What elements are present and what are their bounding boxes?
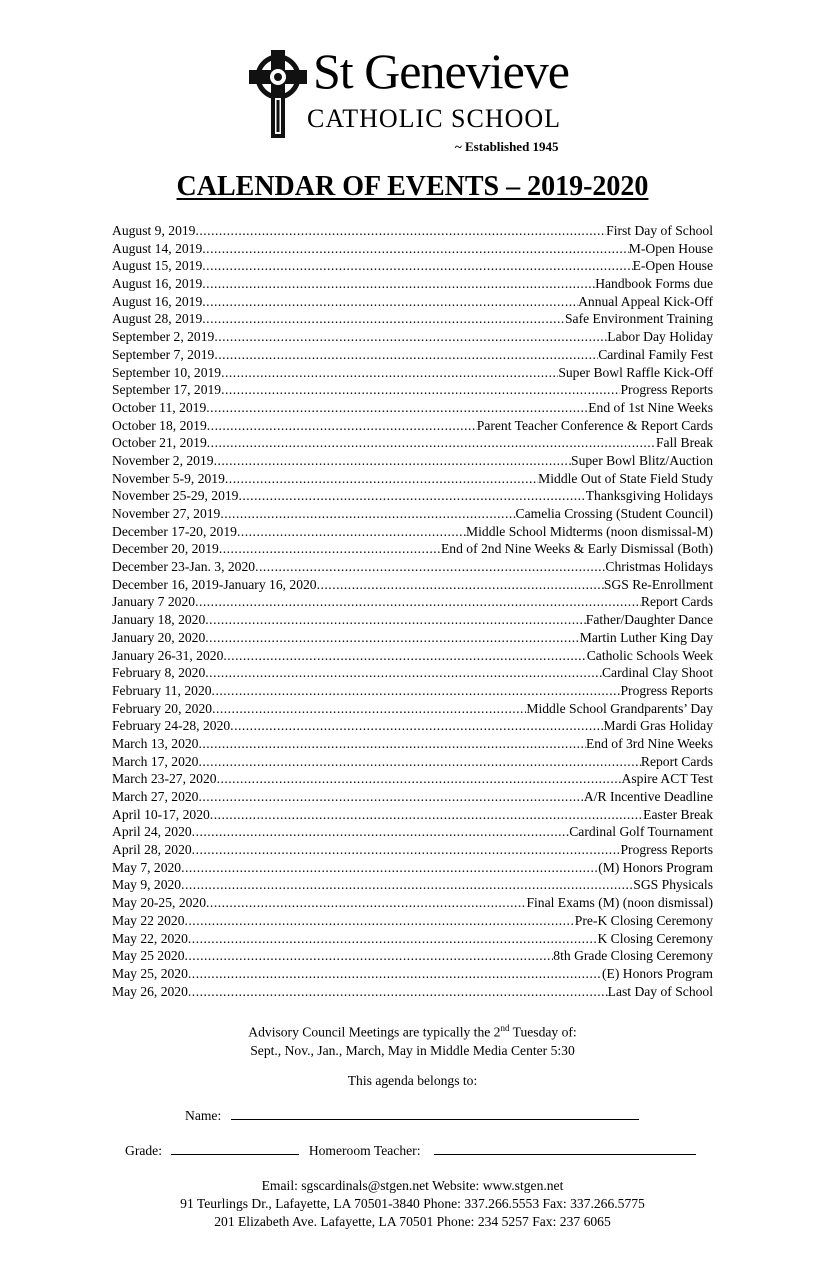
event-name: Cardinal Clay Shoot bbox=[601, 665, 713, 681]
event-row bbox=[112, 894, 713, 912]
event-date: March 23-27, 2020 bbox=[112, 771, 217, 787]
event-date: May 22 2020 bbox=[112, 912, 185, 928]
dot-leader bbox=[195, 593, 641, 611]
dot-leader bbox=[188, 930, 598, 948]
event-name: SGS Physicals bbox=[633, 877, 713, 893]
event-name: Parent Teacher Conference & Report Cards bbox=[476, 417, 713, 433]
event-date: September 10, 2019 bbox=[112, 364, 222, 380]
event-name: Annual Appeal Kick-Off bbox=[578, 293, 713, 309]
event-row bbox=[112, 275, 713, 293]
dot-leader bbox=[206, 894, 526, 912]
dot-leader bbox=[188, 983, 608, 1001]
dot-leader bbox=[181, 859, 598, 877]
name-field[interactable] bbox=[231, 1107, 639, 1120]
event-row bbox=[112, 912, 713, 930]
grade-field[interactable] bbox=[171, 1142, 299, 1155]
page-title: CALENDAR OF EVENTS – 2019-2020 bbox=[176, 171, 649, 202]
dot-leader bbox=[210, 806, 643, 824]
event-row bbox=[112, 788, 713, 806]
event-row bbox=[112, 770, 713, 788]
event-date: February 24-28, 2020 bbox=[112, 718, 231, 734]
event-row bbox=[112, 965, 713, 983]
event-date: May 22, 2020 bbox=[112, 930, 188, 946]
dot-leader bbox=[198, 753, 640, 771]
event-row bbox=[112, 381, 713, 399]
event-row bbox=[112, 452, 713, 470]
event-date: February 8, 2020 bbox=[112, 665, 206, 681]
dot-leader bbox=[219, 540, 441, 558]
event-row bbox=[112, 417, 713, 435]
event-name: Middle School Midterms (noon dismissal-M) bbox=[466, 523, 713, 539]
event-row bbox=[112, 540, 713, 558]
event-date: February 20, 2020 bbox=[112, 700, 213, 716]
event-row bbox=[112, 222, 713, 240]
advisory-note bbox=[0, 1019, 825, 1060]
event-date: May 26, 2020 bbox=[112, 983, 188, 999]
event-row bbox=[112, 983, 713, 1001]
event-row bbox=[112, 505, 713, 523]
event-date: April 28, 2020 bbox=[112, 842, 192, 858]
dot-leader bbox=[220, 505, 515, 523]
event-row bbox=[112, 346, 713, 364]
event-date: December 16, 2019-January 16, 2020 bbox=[112, 576, 317, 592]
event-date: December 20, 2019 bbox=[112, 541, 219, 557]
event-date: May 25, 2020 bbox=[112, 965, 188, 981]
event-date: May 25 2020 bbox=[112, 948, 185, 964]
event-name: End of 2nd Nine Weeks & Early Dismissal (Both) bbox=[440, 541, 713, 557]
dot-leader bbox=[185, 912, 575, 930]
event-row bbox=[112, 700, 713, 718]
event-row bbox=[112, 434, 713, 452]
event-name: Super Bowl Blitz/Auction bbox=[571, 452, 713, 468]
event-row bbox=[112, 558, 713, 576]
event-name: Super Bowl Raffle Kick-Off bbox=[558, 364, 713, 380]
event-name: A/R Incentive Deadline bbox=[583, 789, 713, 804]
event-name: Thanksgiving Holidays bbox=[585, 488, 713, 504]
event-date: February 11, 2020 bbox=[112, 682, 212, 698]
event-row bbox=[112, 823, 713, 841]
dot-leader bbox=[214, 452, 571, 470]
event-row bbox=[112, 470, 713, 488]
dot-leader bbox=[225, 470, 538, 488]
event-row bbox=[112, 240, 713, 258]
event-row bbox=[112, 523, 713, 541]
dot-leader bbox=[185, 947, 554, 965]
dot-leader bbox=[188, 965, 602, 983]
dot-leader bbox=[255, 558, 605, 576]
event-row bbox=[112, 876, 713, 894]
event-row bbox=[112, 806, 713, 824]
event-date: January 18, 2020 bbox=[112, 612, 206, 628]
event-name: Aspire ACT Test bbox=[621, 771, 713, 787]
dot-leader bbox=[192, 841, 621, 859]
event-name: First Day of School bbox=[606, 223, 713, 238]
advisory-line-2: Sept., Nov., Jan., March, May in Middle Media Center 5:30 bbox=[250, 1042, 575, 1058]
dot-leader bbox=[202, 310, 565, 328]
event-date: March 17, 2020 bbox=[112, 753, 199, 769]
event-name: Easter Break bbox=[643, 806, 713, 822]
event-date: January 7 2020 bbox=[112, 594, 196, 610]
event-row bbox=[112, 647, 713, 665]
event-name: SGS Re-Enrollment bbox=[603, 576, 713, 592]
dot-leader bbox=[198, 735, 586, 753]
event-date: August 16, 2019 bbox=[112, 293, 203, 309]
event-date: April 10-17, 2020 bbox=[112, 806, 210, 822]
event-name: Father/Daughter Dance bbox=[585, 612, 713, 628]
event-name: Progress Reports bbox=[620, 842, 713, 858]
footer-contact bbox=[0, 1177, 825, 1231]
dot-leader bbox=[192, 823, 570, 841]
dot-leader bbox=[202, 293, 578, 311]
event-name: Last Day of School bbox=[607, 983, 713, 999]
event-row bbox=[112, 310, 713, 328]
footer-address-1: 91 Teurlings Dr., Lafayette, LA 70501-3840 Phone: 337.266.5553 Fax: 337.266.5775 bbox=[180, 1196, 645, 1211]
event-date: August 15, 2019 bbox=[112, 258, 203, 274]
name-row bbox=[185, 1107, 639, 1125]
dot-leader bbox=[206, 399, 588, 417]
dot-leader bbox=[181, 876, 633, 894]
event-name: M-Open House bbox=[628, 240, 713, 256]
event-row bbox=[112, 930, 713, 948]
event-row bbox=[112, 487, 713, 505]
event-row bbox=[112, 611, 713, 629]
dot-leader bbox=[212, 700, 526, 718]
dot-leader bbox=[221, 364, 558, 382]
event-name: Catholic Schools Week bbox=[586, 647, 713, 663]
event-row bbox=[112, 293, 713, 311]
event-name: Mardi Gras Holiday bbox=[603, 718, 713, 734]
event-name: (E) Honors Program bbox=[602, 965, 713, 981]
event-row bbox=[112, 717, 713, 735]
event-date: March 27, 2020 bbox=[112, 789, 199, 804]
grade-label: Grade: bbox=[125, 1143, 162, 1158]
event-date: May 9, 2020 bbox=[112, 877, 182, 893]
homeroom-label: Homeroom Teacher: bbox=[308, 1143, 421, 1158]
event-date: October 18, 2019 bbox=[112, 417, 207, 433]
school-subtitle: CATHOLIC SCHOOL bbox=[307, 104, 562, 133]
dot-leader bbox=[195, 222, 606, 240]
event-date: January 26-31, 2020 bbox=[112, 647, 224, 663]
event-row bbox=[112, 399, 713, 417]
event-date: August 16, 2019 bbox=[112, 276, 203, 292]
footer-email: Email: sgscardinals@stgen.net Website: www.stgen.net bbox=[261, 1178, 564, 1193]
event-date: November 27, 2019 bbox=[112, 506, 221, 521]
event-name: 8th Grade Closing Ceremony bbox=[553, 948, 713, 964]
event-name: Final Exams (M) (noon dismissal) bbox=[526, 895, 713, 911]
dot-leader bbox=[217, 770, 622, 788]
dot-leader bbox=[207, 417, 477, 435]
event-date: May 7, 2020 bbox=[112, 859, 182, 875]
event-date: August 28, 2019 bbox=[112, 311, 203, 327]
event-date: October 11, 2019 bbox=[112, 399, 207, 415]
event-name: Progress Reports bbox=[620, 682, 713, 698]
event-date: March 13, 2020 bbox=[112, 735, 199, 751]
dot-leader bbox=[207, 434, 656, 452]
dot-leader bbox=[223, 647, 586, 665]
event-name: Pre-K Closing Ceremony bbox=[574, 912, 713, 928]
event-name: Handbook Forms due bbox=[595, 276, 713, 292]
event-date: November 25-29, 2019 bbox=[112, 488, 239, 504]
event-date: December 17-20, 2019 bbox=[112, 523, 237, 539]
dot-leader bbox=[198, 788, 583, 806]
event-name: Camelia Crossing (Student Council) bbox=[515, 506, 713, 521]
event-name: Middle Out of State Field Study bbox=[538, 470, 713, 486]
agenda-belongs: This agenda belongs to: bbox=[347, 1073, 478, 1088]
event-row bbox=[112, 328, 713, 346]
event-name: K Closing Ceremony bbox=[597, 930, 713, 946]
event-date: November 2, 2019 bbox=[112, 452, 214, 468]
event-date: April 24, 2020 bbox=[112, 824, 192, 840]
event-row bbox=[112, 735, 713, 753]
dot-leader bbox=[214, 328, 607, 346]
event-name: E-Open House bbox=[632, 258, 713, 274]
homeroom-field[interactable] bbox=[434, 1142, 696, 1155]
dot-leader bbox=[221, 381, 620, 399]
event-row bbox=[112, 859, 713, 877]
advisory-line-1: Advisory Council Meetings are typically the 2nd Tuesday of: bbox=[248, 1023, 577, 1040]
established-text: ~ Established 1945 bbox=[455, 139, 559, 154]
dot-leader bbox=[230, 717, 603, 735]
event-name: Cardinal Family Fest bbox=[598, 346, 713, 362]
event-name: Labor Day Holiday bbox=[607, 329, 713, 345]
dot-leader bbox=[238, 487, 585, 505]
dot-leader bbox=[317, 576, 604, 594]
event-name: Middle School Grandparents’ Day bbox=[526, 700, 713, 716]
event-name: Safe Environment Training bbox=[564, 311, 713, 327]
dot-leader bbox=[202, 275, 595, 293]
dot-leader bbox=[205, 611, 586, 629]
event-date: May 20-25, 2020 bbox=[112, 895, 207, 911]
event-name: Cardinal Golf Tournament bbox=[569, 824, 713, 840]
event-date: September 2, 2019 bbox=[112, 329, 215, 345]
dot-leader bbox=[237, 523, 466, 541]
event-row bbox=[112, 682, 713, 700]
event-row bbox=[112, 257, 713, 275]
event-date: September 17, 2019 bbox=[112, 382, 222, 398]
school-logo bbox=[245, 43, 585, 158]
event-row bbox=[112, 629, 713, 647]
event-name: Report Cards bbox=[640, 594, 713, 610]
event-row bbox=[112, 364, 713, 382]
event-row bbox=[112, 593, 713, 611]
dot-leader bbox=[212, 682, 621, 700]
event-row bbox=[112, 753, 713, 771]
celtic-cross-icon bbox=[245, 48, 311, 140]
event-row bbox=[112, 947, 713, 965]
event-date: August 14, 2019 bbox=[112, 240, 203, 256]
event-date: October 21, 2019 bbox=[112, 435, 207, 451]
event-name: End of 1st Nine Weeks bbox=[588, 399, 713, 415]
event-row bbox=[112, 664, 713, 682]
footer-address-2: 201 Elizabeth Ave. Lafayette, LA 70501 Phone: 234 5257 Fax: 237 6065 bbox=[214, 1214, 611, 1229]
dot-leader bbox=[205, 629, 579, 647]
school-name: St Genevieve bbox=[313, 43, 569, 99]
event-name: Christmas Holidays bbox=[605, 559, 713, 575]
dot-leader bbox=[202, 257, 632, 275]
event-row bbox=[112, 576, 713, 594]
grade-row bbox=[125, 1142, 696, 1160]
dot-leader bbox=[205, 664, 602, 682]
event-date: November 5-9, 2019 bbox=[112, 470, 225, 486]
event-name: End of 3rd Nine Weeks bbox=[585, 735, 713, 751]
event-date: January 20, 2020 bbox=[112, 629, 206, 645]
dot-leader bbox=[202, 240, 629, 258]
event-name: (M) Honors Program bbox=[598, 859, 713, 875]
name-label: Name: bbox=[185, 1108, 222, 1123]
dot-leader bbox=[214, 346, 598, 364]
event-date: September 7, 2019 bbox=[112, 346, 215, 362]
events-list bbox=[112, 222, 713, 1000]
event-name: Martin Luther King Day bbox=[579, 629, 713, 645]
event-name: Fall Break bbox=[655, 435, 713, 451]
event-row bbox=[112, 841, 713, 859]
event-name: Progress Reports bbox=[620, 382, 713, 398]
event-date: December 23-Jan. 3, 2020 bbox=[112, 559, 256, 575]
event-date: August 9, 2019 bbox=[112, 223, 196, 238]
event-name: Report Cards bbox=[640, 753, 713, 769]
